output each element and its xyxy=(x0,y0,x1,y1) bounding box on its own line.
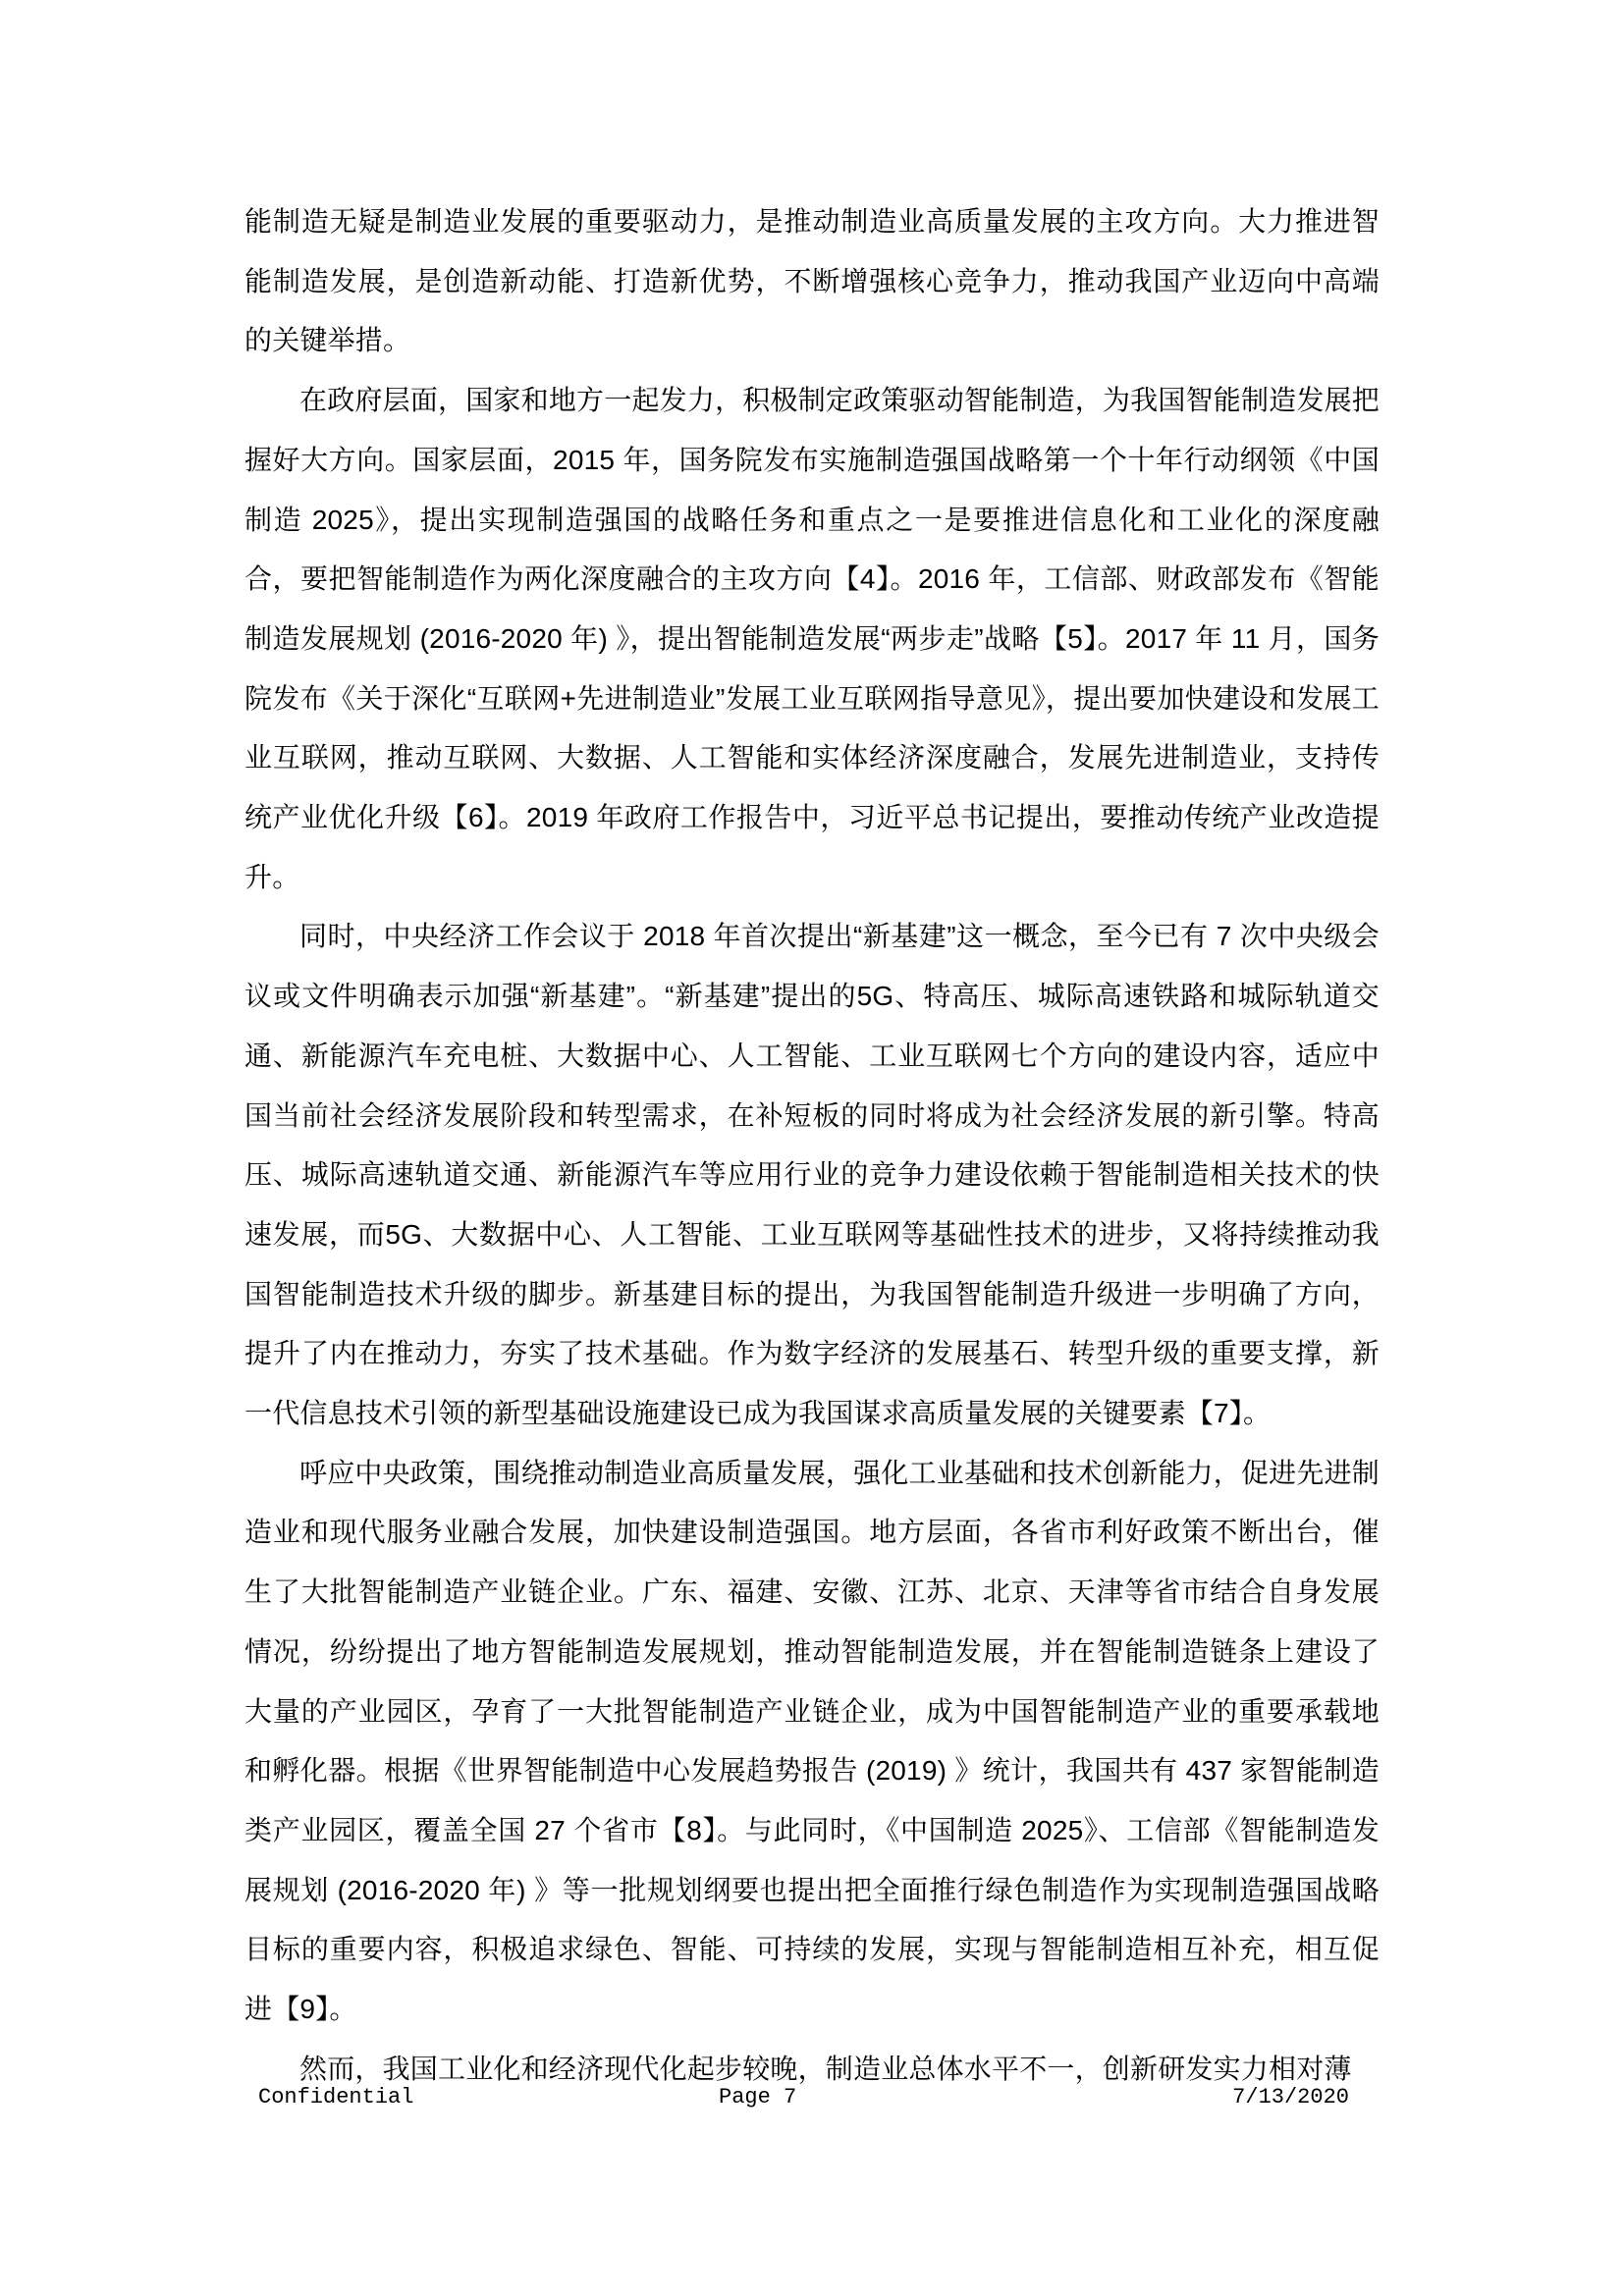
document-body xyxy=(244,192,1380,2100)
footer-page-number: Page 7 xyxy=(719,2085,797,2109)
paragraph: 呼应中央政策，围绕推动制造业高质量发展，强化工业基础和技术创新能力，促进先进制造业和现代服务业融合发展，加快建设制造强国。地方层面，各省市利好政策不断出台，催生了大批智能制造产业链企业。广东、福建、安徽、江苏、北京、天津等省市结合自身发展情况，纷纷提出了地方智能制造发展规划，推动智能制造发展，并在智能制造链条上建设了大量的产业园区，孕育了一大批智能制造产业链企业，成为中国智能制造产业的重要承载地和孵化器。根据《世界智能制造中心发展趋势报告 (2019) 》统计，我国共有 437 家智能制造类产业园区，覆盖全国 27 个省市【8】。与此同时，《中国制造 2025》、工信部《智能制造发展规划 (2016-2020 年) 》等一批规划纲要也提出把全面推行绿色制造作为实现制造强国战略目标的重要内容，积极追求绿色、智能、可持续的发展，实现与智能制造相互补充，相互促进【9】。 xyxy=(244,1457,1380,2025)
page-footer xyxy=(0,2083,1624,2122)
paragraph: 能制造无疑是制造业发展的重要驱动力，是推动制造业高质量发展的主攻方向。大力推进智能制造发展，是创造新动能、打造新优势，不断增强核心竞争力，推动我国产业迈向中高端的关键举措。 xyxy=(244,206,1380,356)
paragraph: 在政府层面，国家和地方一起发力，积极制定政策驱动智能制造，为我国智能制造发展把握好大方向。国家层面，2015 年，国务院发布实施制造强国战略第一个十年行动纲领《中国制造 2025》，提出实现制造强国的战略任务和重点之一是要推进信息化和工业化的深度融合，要把智能制造作为两化深度融合的主攻方向【4】。2016 年，工信部、财政部发布《智能制造发展规划 (2016-2020 年) 》，提出智能制造发展“两步走”战略【5】。2017 年 11 月，国务院发布《关于深化“互联网+先进制造业”发展工业互联网指导意见》，提出要加快建设和发展工业互联网，推动互联网、大数据、人工智能和实体经济深度融合，发展先进制造业，支持传统产业优化升级【6】。2019 年政府工作报告中，习近平总书记提出，要推动传统产业改造提升。 xyxy=(244,385,1380,892)
paragraph: 同时，中央经济工作会议于 2018 年首次提出“新基建”这一概念，至今已有 7 次中央级会议或文件明确表示加强“新基建”。“新基建”提出的5G、特高压、城际高速铁路和城际轨道交通、新能源汽车充电桩、大数据中心、人工智能、工业互联网七个方向的建设内容，适应中国当前社会经济发展阶段和转型需求，在补短板的同时将成为社会经济发展的新引擎。特高压、城际高速轨道交通、新能源汽车等应用行业的竞争力建设依赖于智能制造相关技术的快速发展，而5G、大数据中心、人工智能、工业互联网等基础性技术的进步，又将持续推动我国智能制造技术升级的脚步。新基建目标的提出，为我国智能制造升级进一步明确了方向，提升了内在推动力，夯实了技术基础。作为数字经济的发展基石、转型升级的重要支撑，新一代信息技术引领的新型基础设施建设已成为我国谋求高质量发展的关键要素【7】。 xyxy=(244,921,1380,1429)
paragraph: 然而，我国工业化和经济现代化起步较晚，制造业总体水平不一，创新研发实力相对薄 xyxy=(299,2053,1352,2084)
footer-confidential-label: Confidential xyxy=(258,2085,414,2109)
footer-date: 7/13/2020 xyxy=(1232,2085,1349,2109)
